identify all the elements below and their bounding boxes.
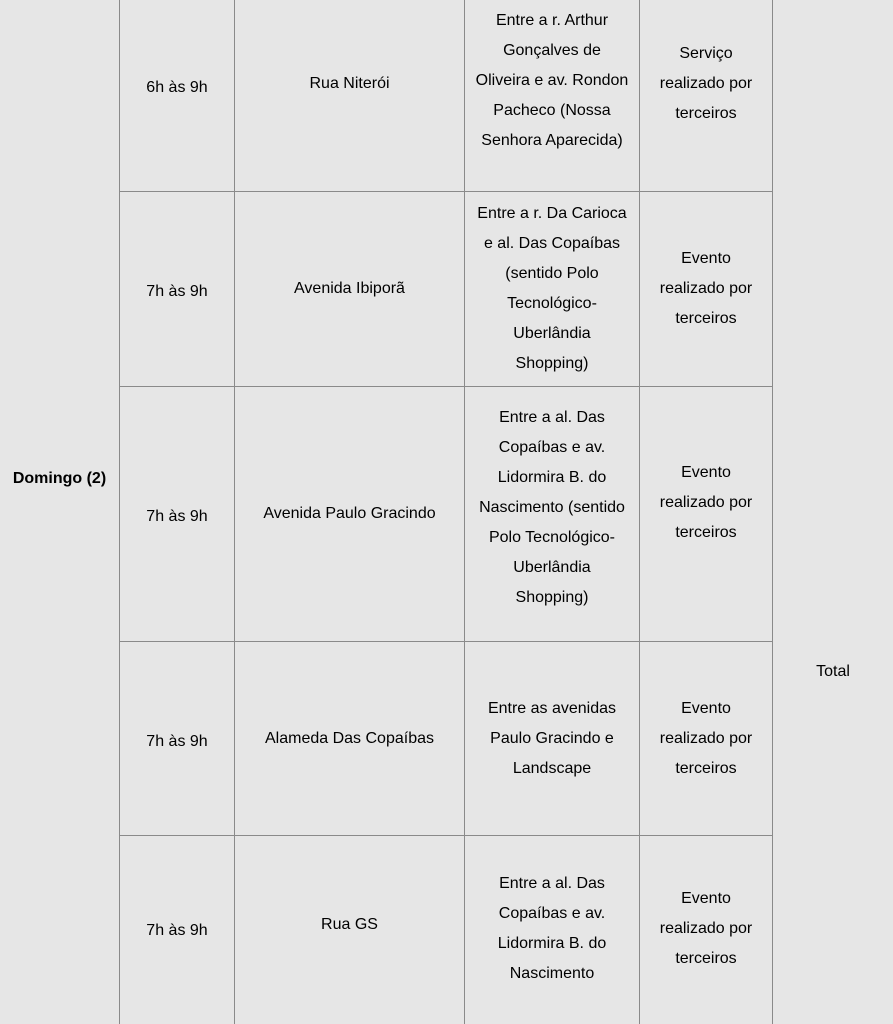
time-cell: 6h às 9h <box>146 78 208 96</box>
street-cell: Avenida Paulo Gracindo <box>263 505 436 522</box>
time-cell: 7h às 9h <box>146 732 208 750</box>
time-cell: 7h às 9h <box>146 508 208 525</box>
street-cell: Rua Niterói <box>309 74 390 92</box>
day-label: Domingo (2) <box>12 470 107 487</box>
street-cell: Avenida Ibiporã <box>294 280 405 297</box>
table-row <box>120 192 772 386</box>
section-cell: Entre as avenidas Paulo Gracindo e Landscape <box>487 699 617 777</box>
section-cell: Entre a al. Das Copaíbas e av. Lidormira B. do Nascimento (sentido Polo Tecnológico-Uberlândia Shopping) <box>479 409 625 606</box>
table-row <box>120 642 772 835</box>
note-cell: Serviço realizado por terceiros <box>659 44 753 122</box>
time-cell: 7h às 9h <box>146 283 208 300</box>
section-cell: Entre a r. Arthur Gonçalves de Oliveira e av. Rondon Pacheco (Nossa Senhora Aparecida) <box>475 11 629 149</box>
street-cell: Rua GS <box>321 916 378 933</box>
note-cell: Evento realizado por terceiros <box>659 250 753 327</box>
section-cell: Entre a r. Da Carioca e al. Das Copaíbas (sentido Polo Tecnológico-Uberlândia Shopping) <box>477 205 627 372</box>
total-label: Total <box>816 663 850 680</box>
section-cell: Entre a al. Das Copaíbas e av. Lidormira B. do Nascimento <box>497 875 607 982</box>
grid-line-v <box>772 0 773 1024</box>
table-row <box>120 0 772 191</box>
note-cell: Evento realizado por terceiros <box>659 464 753 541</box>
street-cell: Alameda Das Copaíbas <box>265 729 434 747</box>
time-cell: 7h às 9h <box>146 922 208 939</box>
table-row <box>120 836 772 1024</box>
note-cell: Evento realizado por terceiros <box>659 890 753 967</box>
note-cell: Evento realizado por terceiros <box>659 699 753 777</box>
table-row <box>120 387 772 641</box>
